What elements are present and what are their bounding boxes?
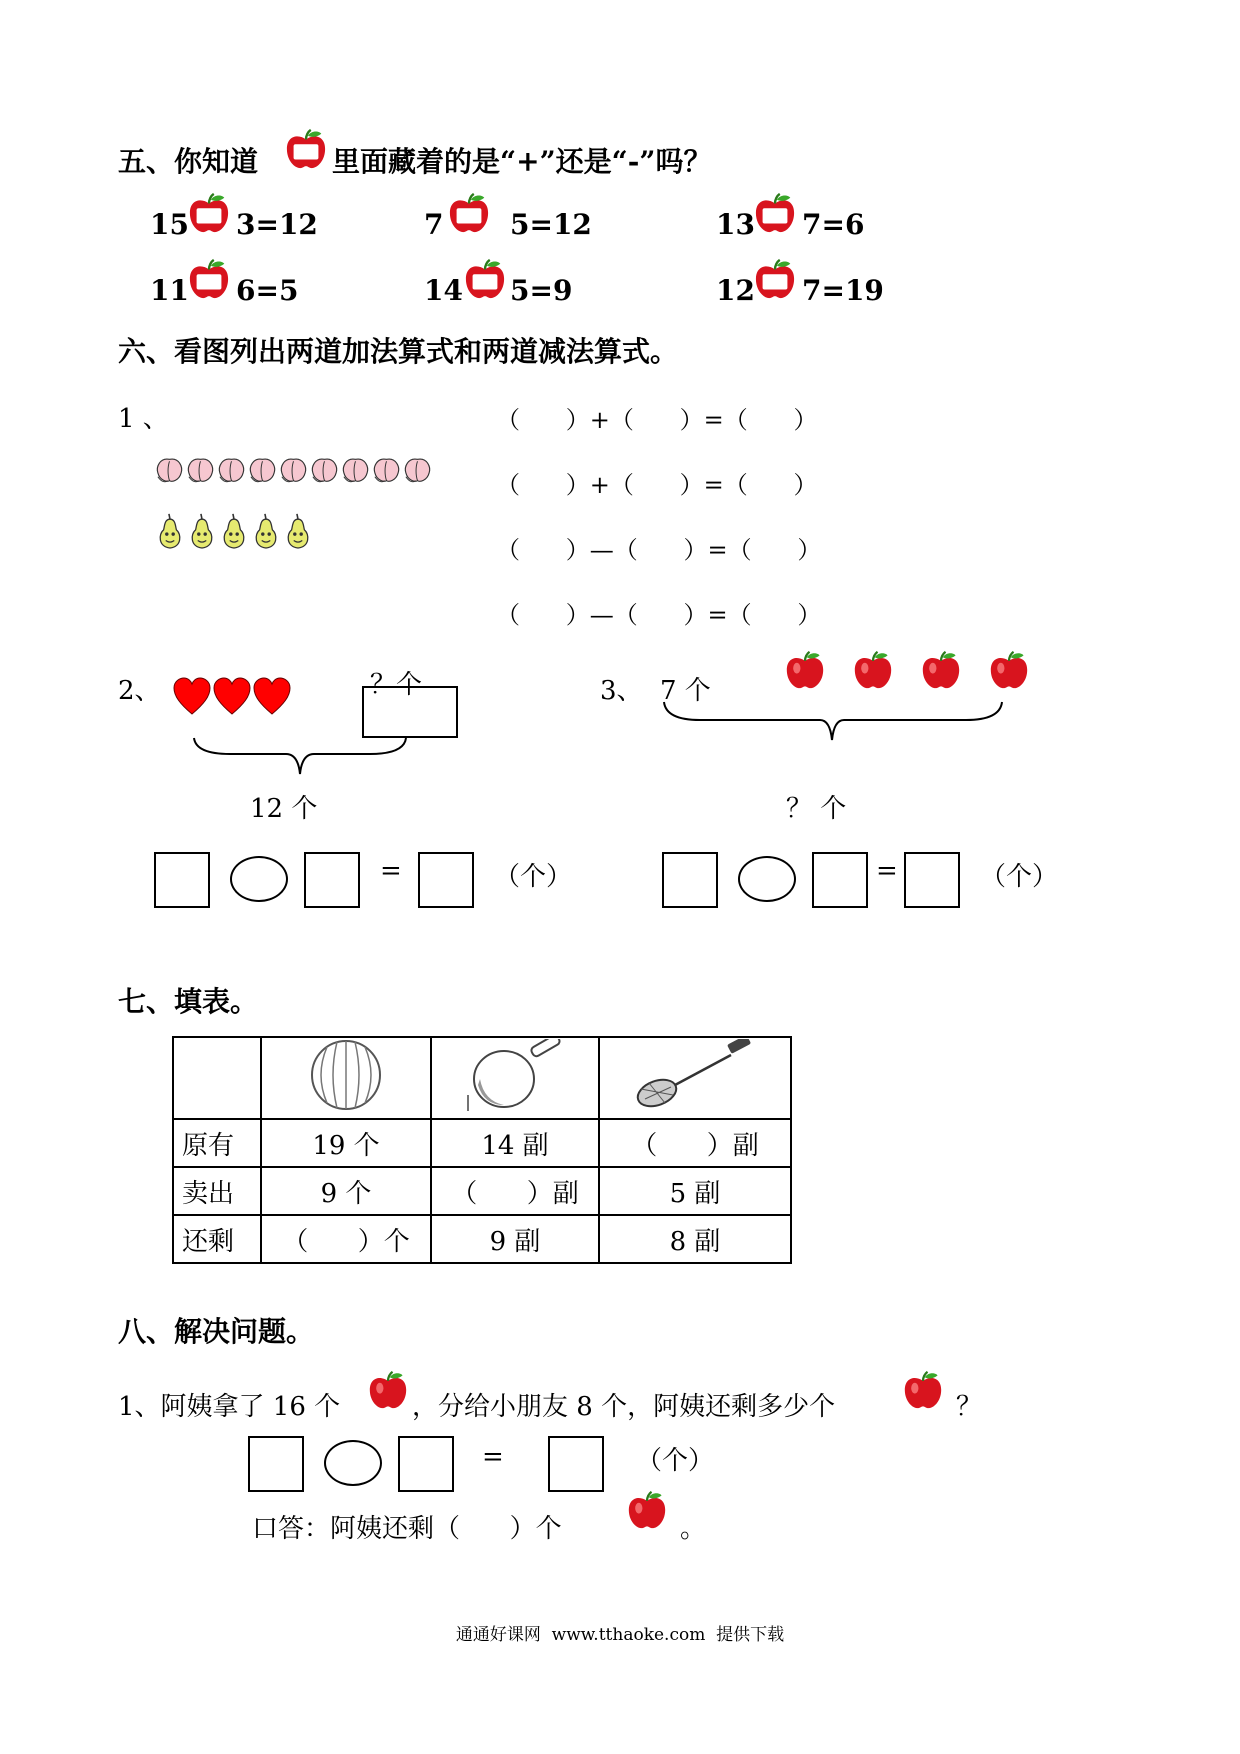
- pear-icon: [186, 512, 218, 552]
- answer-box[interactable]: [904, 852, 960, 908]
- apple-outline-icon[interactable]: [186, 258, 232, 300]
- peach-icon: [309, 452, 340, 486]
- problem-text-a: 1、阿姨拿了 16 个: [118, 1392, 341, 1422]
- table-cell: 8 副: [599, 1215, 791, 1263]
- answer-box[interactable]: [418, 852, 474, 908]
- table-row: [173, 1215, 791, 1263]
- brace: [660, 700, 1006, 744]
- table-corner: [173, 1037, 261, 1119]
- footer-text: 通通好课网 www.tthaoke.com 提供下载: [455, 1625, 785, 1645]
- eq-rest: 5=9: [510, 274, 573, 307]
- eq-operand: 7: [424, 208, 444, 241]
- brace: [190, 736, 410, 778]
- section5-title-b: 里面藏着的是“+”还是“-”吗？: [332, 145, 712, 178]
- heart-icon: [172, 670, 212, 722]
- answer-box[interactable]: [812, 852, 868, 908]
- table-cell: 5 副: [599, 1167, 791, 1215]
- unit-label: （个）: [980, 862, 1059, 892]
- badminton-racket-icon: [599, 1037, 791, 1119]
- eq-rest: 7=19: [802, 274, 884, 307]
- pear-row: [154, 512, 314, 552]
- q1-label: 1 、: [118, 404, 169, 434]
- answer-period: 。: [680, 1514, 707, 1544]
- operator-circle[interactable]: [230, 856, 288, 902]
- peach-row: [154, 452, 433, 486]
- eq-operand: 11: [150, 274, 189, 307]
- apple-outline-icon[interactable]: [462, 258, 508, 300]
- apple-outline-icon[interactable]: [186, 192, 232, 234]
- answer-box[interactable]: [248, 1436, 304, 1492]
- eq-operand: 14: [424, 274, 463, 307]
- operator-circle[interactable]: [738, 856, 796, 902]
- answer-box[interactable]: [662, 852, 718, 908]
- apple-outline-icon[interactable]: [752, 192, 798, 234]
- table-cell: 9 副: [431, 1215, 599, 1263]
- q2-unknown-label: ？个: [370, 670, 423, 700]
- q3-total-label: ？ 个: [786, 794, 847, 824]
- apple-outline-icon: [283, 128, 329, 170]
- answer-sentence[interactable]: 口答：阿姨还剩（ ）个: [252, 1514, 562, 1544]
- equation-blank[interactable]: （ ）—（ ）=（ ）: [496, 601, 822, 629]
- equation-blank[interactable]: （ ）+（ ）=（ ）: [496, 471, 818, 499]
- peach-icon: [340, 452, 371, 486]
- row-label: 卖出: [173, 1167, 261, 1215]
- apple-outline-icon[interactable]: [752, 258, 798, 300]
- equals-sign: =: [380, 856, 402, 886]
- apple-icon: [986, 650, 1032, 690]
- operator-circle[interactable]: [324, 1440, 382, 1486]
- pear-icon: [250, 512, 282, 552]
- peach-icon: [216, 452, 247, 486]
- apple-icon: [918, 650, 964, 690]
- apple-outline-icon[interactable]: [446, 192, 492, 234]
- section6-title: 六、看图列出两道加法算式和两道减法算式。: [118, 335, 679, 368]
- apple-icon: [782, 650, 828, 690]
- peach-icon: [185, 452, 216, 486]
- table-cell: 14 副: [431, 1119, 599, 1167]
- fill-table: [172, 1036, 792, 1264]
- unit-label: （个）: [494, 862, 573, 892]
- pear-icon: [282, 512, 314, 552]
- section5-title-a: 五、你知道: [118, 145, 259, 178]
- row-label: 还剩: [173, 1215, 261, 1263]
- equals-sign: =: [482, 1442, 504, 1472]
- answer-box[interactable]: [154, 852, 210, 908]
- equals-sign: =: [876, 856, 898, 886]
- eq-rest: 3=12: [236, 208, 318, 241]
- section7-title: 七、填表。: [118, 985, 259, 1018]
- q3-label: 3、: [600, 676, 643, 706]
- table-cell-blank[interactable]: （ ）个: [261, 1215, 431, 1263]
- problem-text-c: ？: [956, 1392, 983, 1422]
- peach-icon: [278, 452, 309, 486]
- q2-hidden-box: [362, 686, 458, 738]
- apple-icon: [365, 1370, 411, 1410]
- table-cell: 9 个: [261, 1167, 431, 1215]
- table-row: [173, 1119, 791, 1167]
- q3-known-label: 7 个: [660, 676, 711, 706]
- eq-rest: 7=6: [802, 208, 865, 241]
- problem-text-b: ，分给小朋友 8 个，阿姨还剩多少个: [412, 1392, 836, 1422]
- heart-icon: [252, 670, 292, 722]
- eq-operand: 15: [150, 208, 189, 241]
- table-cell-blank[interactable]: （ ）副: [431, 1167, 599, 1215]
- apple-row: [782, 650, 1032, 690]
- peach-icon: [402, 452, 433, 486]
- peach-icon: [247, 452, 278, 486]
- unit-label: （个）: [636, 1446, 715, 1476]
- peach-icon: [154, 452, 185, 486]
- row-label: 原有: [173, 1119, 261, 1167]
- heart-row: [172, 670, 292, 722]
- table-cell: 19 个: [261, 1119, 431, 1167]
- pear-icon: [218, 512, 250, 552]
- eq-operand: 13: [716, 208, 755, 241]
- section8-title: 八、解决问题。: [118, 1315, 315, 1348]
- heart-icon: [212, 670, 252, 722]
- apple-icon: [900, 1370, 946, 1410]
- answer-box[interactable]: [548, 1436, 604, 1492]
- eq-operand: 12: [716, 274, 755, 307]
- eq-rest: 5=12: [510, 208, 592, 241]
- q2-total-label: 12 个: [250, 794, 318, 824]
- equation-blank[interactable]: （ ）—（ ）=（ ）: [496, 536, 822, 564]
- table-row: [173, 1167, 791, 1215]
- pear-icon: [154, 512, 186, 552]
- table-cell-blank[interactable]: （ ）副: [599, 1119, 791, 1167]
- equation-blank[interactable]: （ ）+（ ）=（ ）: [496, 406, 818, 434]
- apple-icon: [624, 1490, 670, 1530]
- answer-box[interactable]: [304, 852, 360, 908]
- peach-icon: [371, 452, 402, 486]
- ping-pong-paddle-icon: [431, 1037, 599, 1119]
- q2-label: 2、: [118, 676, 161, 706]
- ball-icon: [261, 1037, 431, 1119]
- apple-icon: [850, 650, 896, 690]
- answer-box[interactable]: [398, 1436, 454, 1492]
- eq-rest: 6=5: [236, 274, 299, 307]
